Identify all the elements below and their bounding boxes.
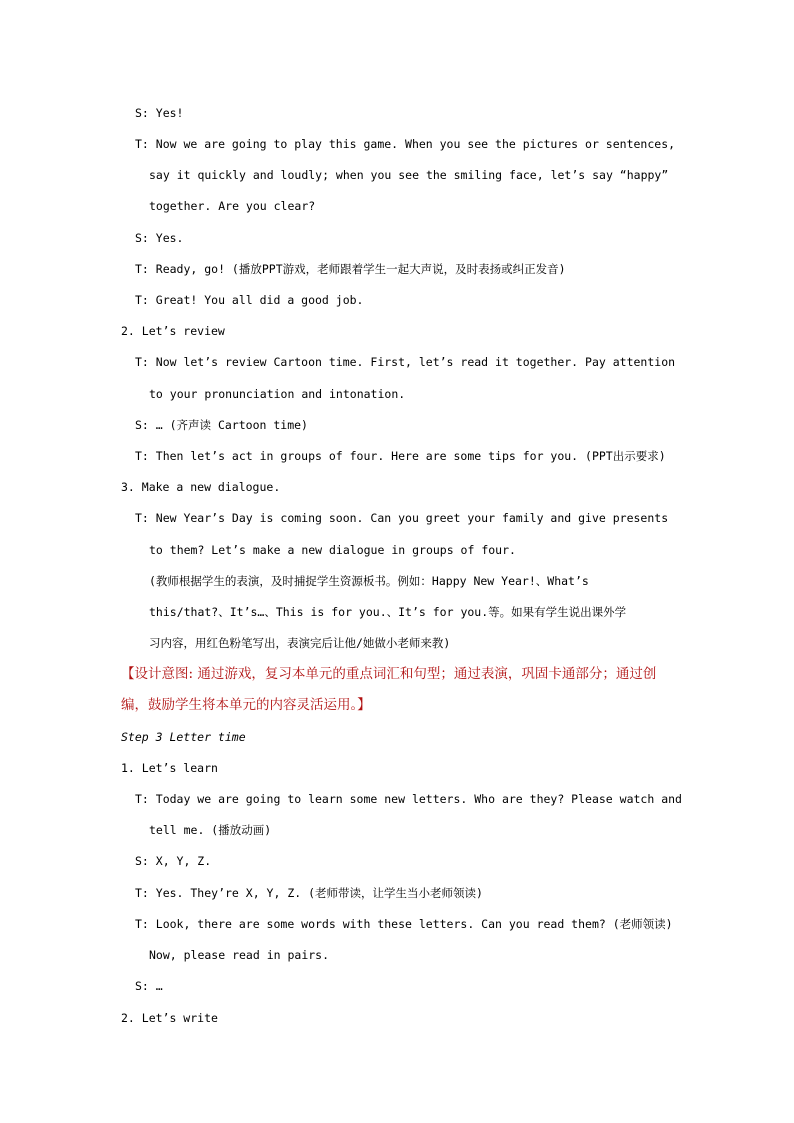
dialogue-line: S: … (齐声读 Cartoon time) — [135, 418, 308, 432]
teacher-note: 习内容，用红色粉笔写出，表演完后让他/她做小老师来教) — [149, 636, 451, 650]
dialogue-line: T: Look, there are some words with these letters. Can you read them? (老师领读) — [135, 917, 673, 931]
dialogue-line: to them? Let’s make a new dialogue in groups of four. — [149, 543, 516, 557]
dialogue-line: say it quickly and loudly; when you see the smiling face, let’s say “happy” — [149, 168, 669, 182]
dialogue-line: T: Then let’s act in groups of four. Here are some tips for you. (PPT出示要求) — [135, 449, 666, 463]
dialogue-line: T: Now let’s review Cartoon time. First, let’s read it together. Pay attention — [135, 355, 676, 369]
design-intent-note: 编，鼓励学生将本单元的内容灵活运用。】 — [121, 697, 371, 713]
dialogue-line: T: Now we are going to play this game. When you see the pictures or sentences, — [135, 137, 676, 151]
dialogue-line: tell me. (播放动画) — [149, 823, 272, 837]
section-heading: 2. Let’s write — [121, 1011, 218, 1025]
dialogue-line: T: Today we are going to learn some new letters. Who are they? Please watch and — [135, 792, 682, 806]
dialogue-line: S: X, Y, Z. — [135, 854, 212, 868]
section-heading: 1. Let’s learn — [121, 761, 218, 775]
section-heading: 3. Make a new dialogue. — [121, 480, 281, 494]
step-heading: Step 3 Letter time — [121, 730, 246, 744]
dialogue-line: S: Yes! — [135, 106, 184, 120]
dialogue-line: to your pronunciation and intonation. — [149, 387, 406, 401]
dialogue-line: together. Are you clear? — [149, 199, 316, 213]
dialogue-line: T: Great! You all did a good job. — [135, 293, 364, 307]
dialogue-line: Now, please read in pairs. — [149, 948, 330, 962]
dialogue-line: T: Ready, go! (播放PPT游戏，老师跟着学生一起大声说，及时表扬或纠正发音) — [135, 262, 566, 276]
dialogue-line: T: New Year’s Day is coming soon. Can you greet your family and give presents — [135, 511, 669, 525]
design-intent-note: 【设计意图: 通过游戏，复习本单元的重点词汇和句型；通过表演，巩固卡通部分；通过创 — [121, 666, 657, 682]
teacher-note: this/that?、It’s…、This is for you.、It’s for you.等。如果有学生说出课外学 — [149, 605, 627, 619]
section-heading: 2. Let’s review — [121, 324, 225, 338]
dialogue-line: T: Yes. They’re X, Y, Z. (老师带读，让学生当小老师领读) — [135, 886, 483, 900]
dialogue-line: S: … — [135, 979, 163, 993]
teacher-note: (教师根据学生的表演，及时捕捉学生资源板书。例如：Happy New Year!、What’s — [149, 574, 589, 588]
dialogue-line: S: Yes. — [135, 231, 184, 245]
